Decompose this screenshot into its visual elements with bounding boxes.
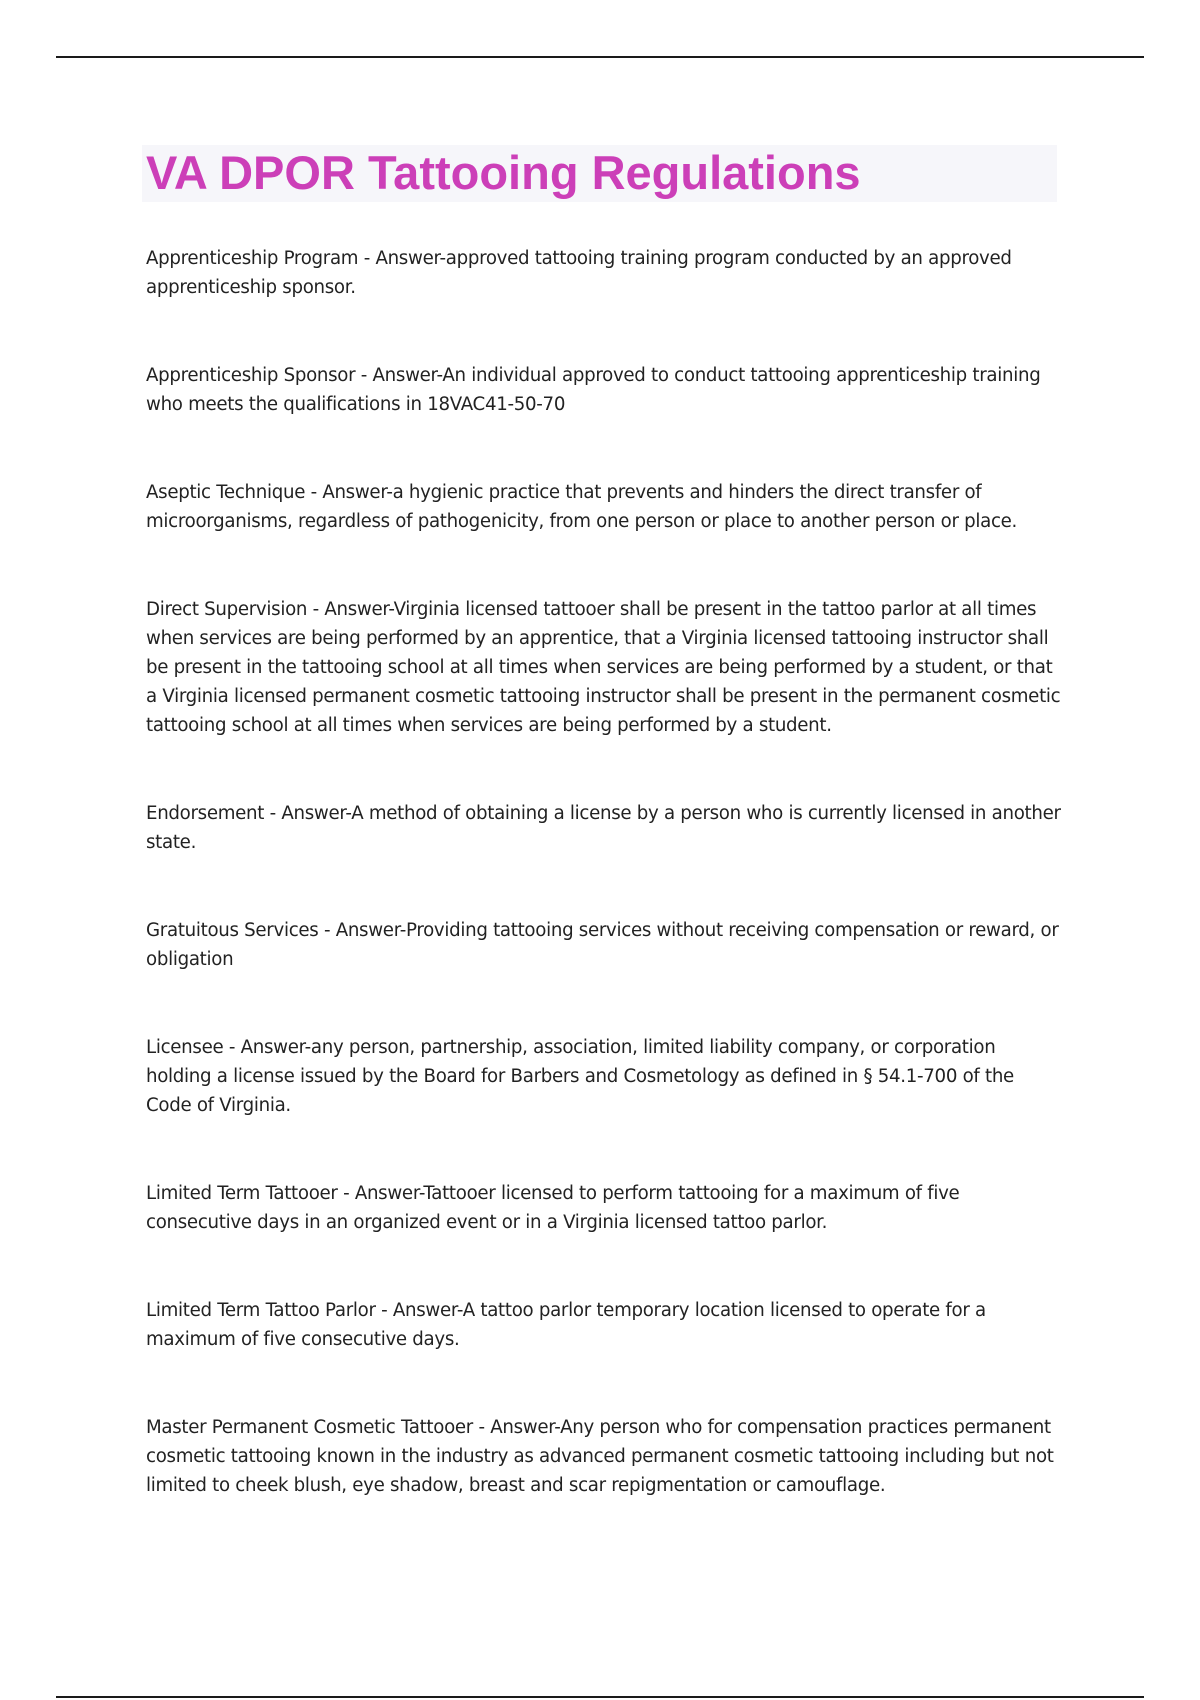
page-top-rule bbox=[56, 56, 1144, 58]
definition-entry-gratuitous-services: Gratuitous Services - Answer-Providing tattooing services without receiving compensation or reward, or obligation bbox=[146, 920, 1059, 970]
definition-entry-aseptic-technique: Aseptic Technique - Answer-a hygienic practice that prevents and hinders the direct transfer of microorganisms, regardless of pathogenicity, from one person or place to another person or place. bbox=[146, 482, 1018, 532]
page-bottom-rule bbox=[56, 1696, 1144, 1698]
definition-entry-apprenticeship-program: Apprenticeship Program - Answer-approved tattooing training program conducted by an approved apprenticeship sponsor. bbox=[146, 248, 1012, 298]
definition-entry-limited-term-tattoo-parlor: Limited Term Tattoo Parlor - Answer-A tattoo parlor temporary location licensed to operate for a maximum of five consecutive days. bbox=[146, 1300, 986, 1350]
page-title: VA DPOR Tattooing Regulations bbox=[146, 146, 861, 199]
definition-entry-master-permanent-cosmetic-tattooer: Master Permanent Cosmetic Tattooer - Answer-Any person who for compensation practices permanent cosmetic tattooing known in the industry as advanced permanent cosmetic tattooing including but not limited to cheek blush, eye shadow, breast and scar repigmentation or camouflage. bbox=[146, 1417, 1054, 1496]
definition-entry-licensee: Licensee - Answer-any person, partnership, association, limited liability company, or corporation holding a license issued by the Board for Barbers and Cosmetology as defined in § 54.1-700 of the Code of Virginia. bbox=[146, 1037, 1014, 1116]
definition-entry-endorsement: Endorsement - Answer-A method of obtaining a license by a person who is currently licensed in another state. bbox=[146, 803, 1061, 853]
definition-list bbox=[146, 244, 1061, 1559]
definition-entry-direct-supervision: Direct Supervision - Answer-Virginia licensed tattooer shall be present in the tattoo parlor at all times when services are being performed by an apprentice, that a Virginia licensed tattooing instructor shall be present in the tattooing school at all times when services are being performed by a student, or that a Virginia licensed permanent cosmetic tattooing instructor shall be present in the permanent cosmetic tattooing school at all times when services are being performed by a student. bbox=[146, 599, 1061, 736]
definition-entry-apprenticeship-sponsor: Apprenticeship Sponsor - Answer-An individual approved to conduct tattooing apprenticeship training who meets the qualifications in 18VAC41-50-70 bbox=[146, 365, 1041, 415]
definition-entry-limited-term-tattooer: Limited Term Tattooer - Answer-Tattooer licensed to perform tattooing for a maximum of five consecutive days in an organized event or in a Virginia licensed tattoo parlor. bbox=[146, 1183, 960, 1233]
